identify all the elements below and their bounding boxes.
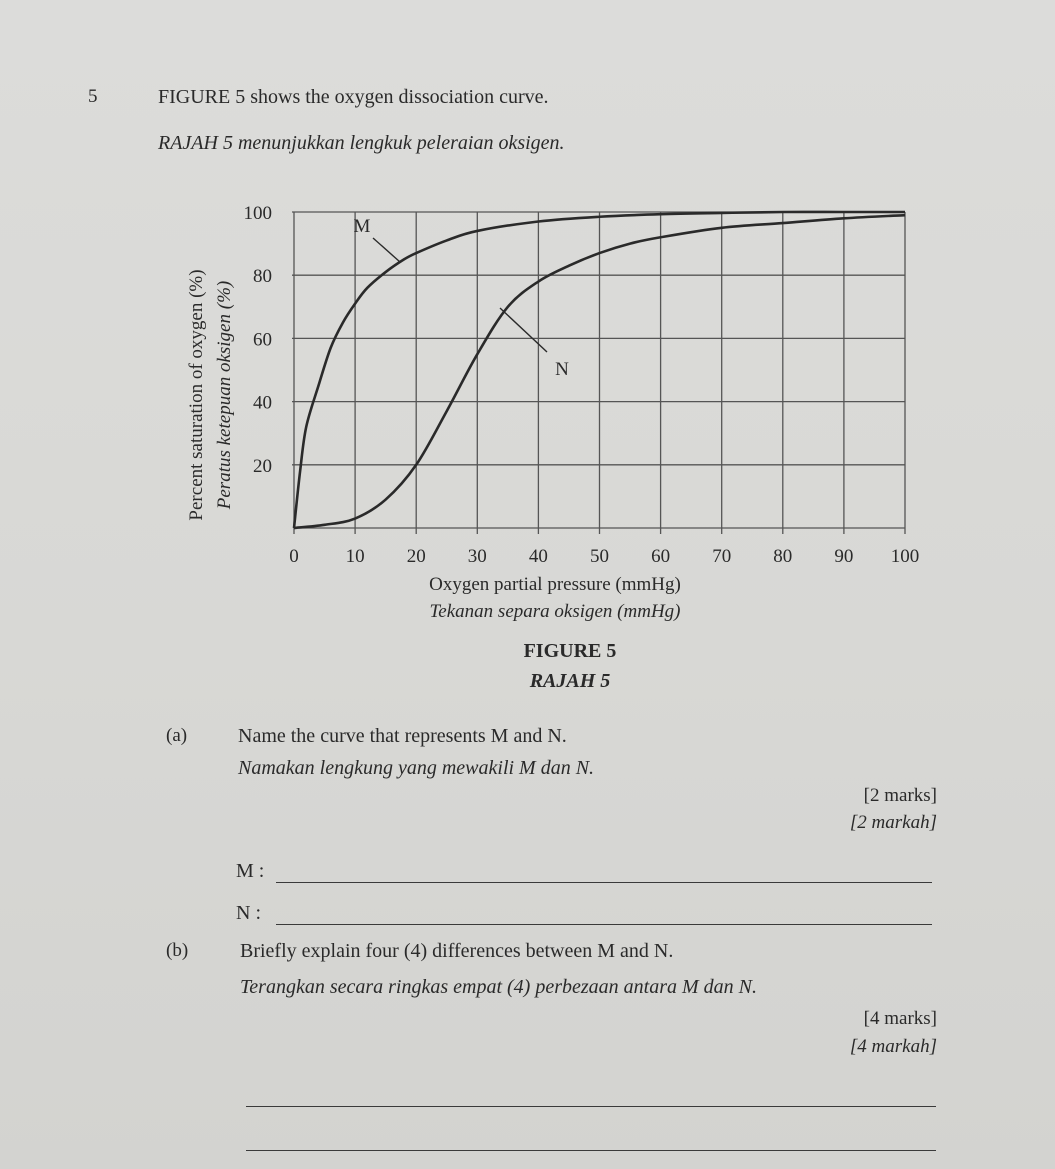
x-tick-label: 40 <box>528 546 548 567</box>
y-tick-label: 80 <box>253 266 272 288</box>
x-tick-label: 20 <box>406 546 426 567</box>
y-tick-label: 60 <box>253 329 272 351</box>
part-b-question-en: Briefly explain four (4) differences between M and N. <box>240 940 674 962</box>
annotation-n-pointer <box>500 308 547 352</box>
x-tick-label: 80 <box>773 546 793 567</box>
answer-line-2[interactable] <box>246 1150 936 1151</box>
figure-caption-ms: RAJAH 5 <box>529 670 611 692</box>
x-tick-label: 50 <box>590 546 609 567</box>
chart-grid <box>292 212 905 534</box>
x-tick-label: 60 <box>651 546 671 567</box>
part-a-question-ms: Namakan lengkung yang mewakili M dan N. <box>238 757 595 779</box>
annotation-m-pointer <box>373 238 400 262</box>
part-a-letter: (a) <box>166 725 188 746</box>
y-tick-label: 100 <box>243 203 272 224</box>
y-axis-label-ms: Peratus ketepuan oksigen (%) <box>214 280 235 510</box>
question-intro-ms: RAJAH 5 menunjukkan lengkuk peleraian oksigen. <box>158 132 565 154</box>
chart-annotations <box>354 216 570 380</box>
annotation-m: M <box>353 216 371 237</box>
part-a-marks-ms: [2 markah] <box>849 812 937 833</box>
y-tick-label: 20 <box>253 455 272 477</box>
part-b-question-ms: Terangkan secara ringkas empat (4) perbezaan antara M dan N. <box>240 976 758 998</box>
x-axis-label: Oxygen partial pressure (mmHg) <box>429 574 681 595</box>
x-tick-label: 90 <box>834 546 854 567</box>
x-tick-label: 30 <box>467 546 487 567</box>
part-b-letter: (b) <box>166 940 189 961</box>
x-tick-label: 70 <box>712 546 732 567</box>
answer-line-1[interactable] <box>246 1106 936 1107</box>
chart-labels <box>186 269 681 622</box>
x-axis-label-ms: Tekanan separa oksigen (mmHg) <box>429 601 681 622</box>
answer-n-line[interactable] <box>276 924 932 925</box>
y-tick-label: 40 <box>253 392 272 414</box>
x-tick-label: 100 <box>890 546 920 567</box>
chart-ticks <box>244 203 920 567</box>
question-number: 5 <box>88 86 98 107</box>
y-axis-label: Percent saturation of oxygen (%) <box>186 269 207 521</box>
answer-m-label: M : <box>236 860 265 882</box>
part-b-marks-ms: [4 markah] <box>849 1036 937 1057</box>
annotation-n: N <box>555 359 569 380</box>
x-tick-label: 0 <box>289 546 299 567</box>
figure-caption-en: FIGURE 5 <box>523 640 617 662</box>
question-intro-en: FIGURE 5 shows the oxygen dissociation curve. <box>158 86 549 108</box>
x-tick-label: 10 <box>345 546 365 567</box>
part-a-question-en: Name the curve that represents M and N. <box>238 725 567 747</box>
part-a-marks-en: [2 marks] <box>863 785 937 806</box>
answer-m-line[interactable] <box>276 882 932 883</box>
part-b-marks-en: [4 marks] <box>863 1008 937 1029</box>
answer-n-label: N : <box>236 902 261 924</box>
